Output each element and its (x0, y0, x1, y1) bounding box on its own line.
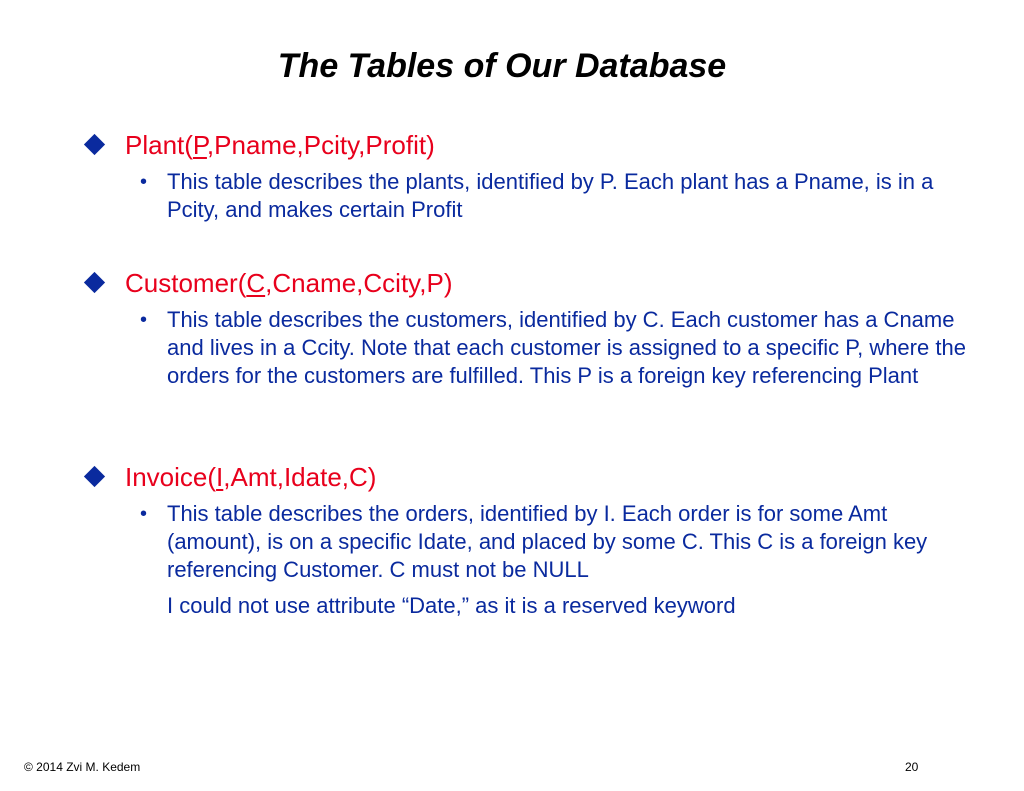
section-heading-row (82, 460, 962, 496)
primary-key: C (246, 268, 266, 298)
dot-bullet-icon: • (140, 309, 148, 331)
table-description: This table describes the orders, identified by I. Each order is for some Amt (amount), is on a specific Idate, and placed by some C. This C is a foreign key referencing Customer. C must not be NULL (167, 501, 928, 582)
section-customer (82, 266, 966, 390)
heading-prefix: Plant( (125, 130, 193, 160)
footer-page-number: 20 (905, 760, 919, 774)
heading-prefix: Invoice( (125, 462, 217, 492)
dot-bullet-icon: • (140, 171, 148, 193)
diamond-bullet-icon (84, 466, 105, 487)
heading-suffix: ,Cname,Ccity,P) (265, 268, 453, 298)
reserved-keyword-note: I could not use attribute “Date,” as it is a reserved keyword (167, 593, 736, 618)
section-plant (82, 128, 962, 224)
section-heading-row (82, 128, 962, 164)
section-heading-row (82, 266, 962, 302)
diamond-bullet-icon (84, 272, 105, 293)
slide-title: The Tables of Our Database (277, 47, 727, 85)
diamond-bullet-icon (84, 134, 105, 155)
heading-suffix: ,Amt,Idate,C) (223, 462, 377, 492)
sub-bullet-item (82, 500, 962, 584)
table-description: This table describes the plants, identified by P. Each plant has a Pname, is in a Pcity, and makes certain Profit (167, 169, 934, 222)
dot-bullet-icon: • (140, 503, 148, 525)
primary-key: I (216, 462, 224, 492)
table-schema-heading (125, 460, 376, 494)
heading-prefix: Customer( (125, 268, 247, 298)
sub-bullet-item (82, 168, 962, 224)
heading-suffix: ,Pname,Pcity,Profit) (206, 130, 435, 160)
section-invoice (82, 460, 962, 620)
table-schema-heading (125, 128, 435, 162)
sub-bullet-item (82, 306, 966, 390)
footer-copyright: © 2014 Zvi M. Kedem (24, 760, 141, 774)
primary-key: P (192, 130, 207, 160)
table-description: This table describes the customers, identified by C. Each customer has a Cname and lives in a Ccity. Note that each customer is assigned to a specific P, where the orders for the customers are fulfilled. This P is a foreign key referencing Plant (167, 307, 966, 388)
table-schema-heading (125, 266, 452, 300)
